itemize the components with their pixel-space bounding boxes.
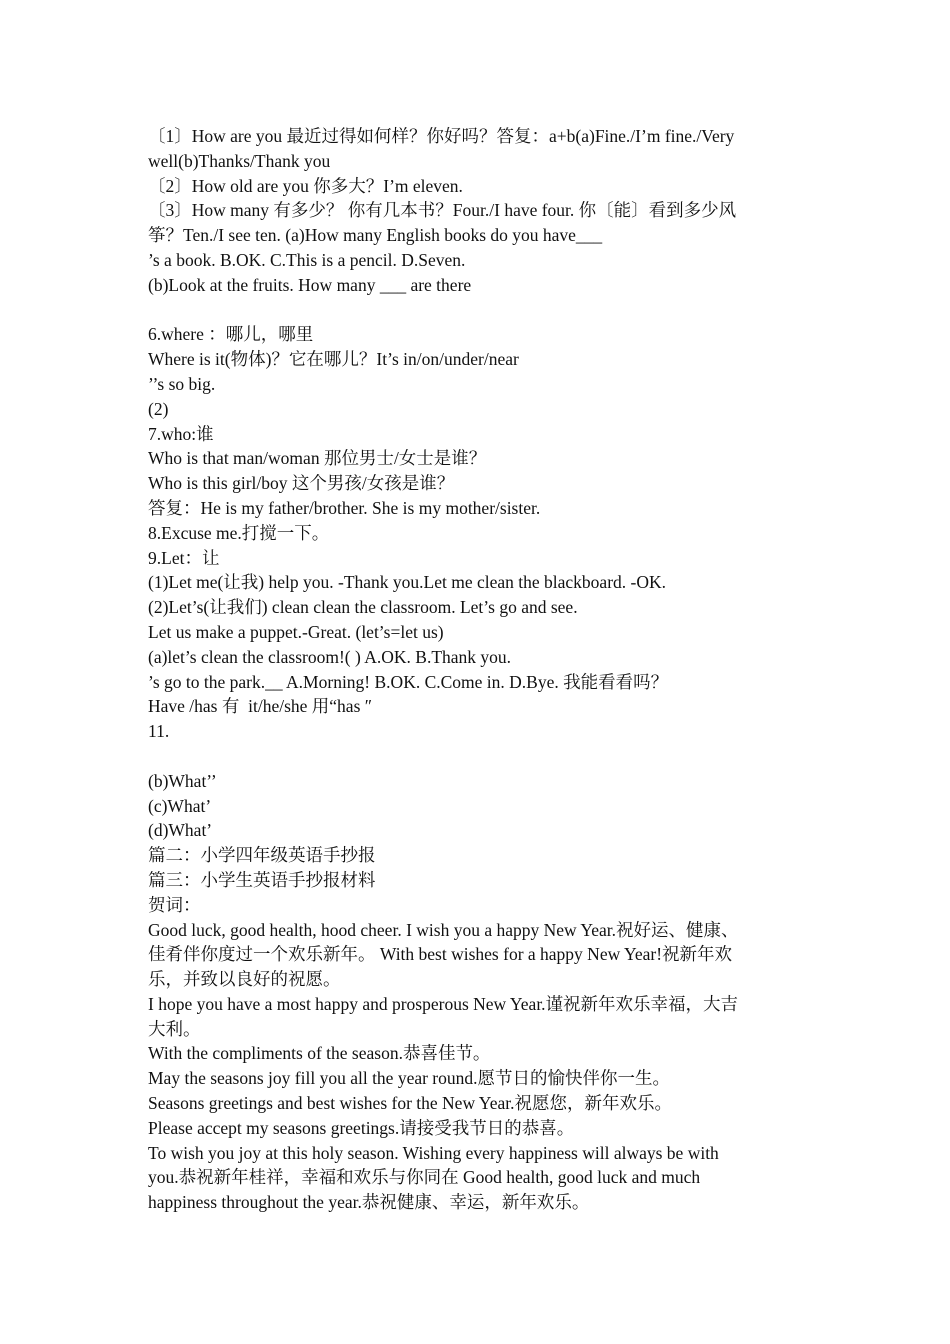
- text-line: 〔1〕How are you 最近过得如何样？你好吗？答复：a+b(a)Fine./I’m fine./Very: [148, 126, 735, 146]
- text-line: [148, 744, 808, 769]
- text-line: ’’s so big.: [148, 373, 216, 394]
- text-line: 〔3〕How many 有多少？ 你有几本书？Four./I have four. 你〔能〕看到多少风: [148, 200, 737, 221]
- text-line: Good luck, good health, hood cheer. I wish you a happy New Year.祝好运、健康、: [148, 919, 739, 940]
- text-line: happiness throughout the year.恭祝健康、幸运，新年欢乐。: [148, 1192, 590, 1213]
- text-line: 筝？Ten./I see ten. (a)How many English books do you have___: [148, 225, 603, 246]
- text-line: 8.Excuse me.打搅一下。: [148, 522, 330, 543]
- text-line: (b)What’’: [148, 770, 217, 791]
- text-line: 篇二：小学四年级英语手抄报: [148, 845, 376, 866]
- text-line: 大利。: [148, 1018, 201, 1039]
- text-line: (2)Let’s(让我们) clean clean the classroom. Let’s go and see.: [148, 597, 578, 618]
- text-line: 乐，并致以良好的祝愿。: [148, 969, 341, 990]
- text-line: Have /has 有 it/he/she 用“has ″: [148, 696, 373, 717]
- text-line: 答复：He is my father/brother. She is my mother/sister.: [148, 497, 541, 518]
- text-line: ’s a book. B.OK. C.This is a pencil. D.Seven.: [148, 249, 466, 270]
- text-line: 佳肴伴你度过一个欢乐新年。 With best wishes for a happy New Year!祝新年欢: [148, 944, 733, 965]
- document-body: [148, 124, 808, 1215]
- text-line: Please accept my seasons greetings.请接受我节日的恭喜。: [148, 1117, 575, 1138]
- text-line: 9.Let：让: [148, 547, 220, 568]
- text-line: 篇三：小学生英语手抄报材料: [148, 869, 376, 890]
- text-line: 〔2〕How old are you 你多大？I’m eleven.: [148, 175, 463, 196]
- text-line: (c)What’: [148, 795, 212, 816]
- text-line: (b)Look at the fruits. How many ___ are there: [148, 274, 472, 295]
- text-line: To wish you joy at this holy season. Wishing every happiness will always be with: [148, 1142, 719, 1163]
- text-line: (d)What’: [148, 820, 213, 841]
- text-line: 贺词：: [148, 894, 201, 915]
- text-line: (2): [148, 398, 169, 419]
- text-line: [148, 298, 808, 323]
- text-line: you.恭祝新年桂祥，幸福和欢乐与你同在 Good health, good luck and much: [148, 1167, 701, 1188]
- text-line: Seasons greetings and best wishes for the New Year.祝愿您，新年欢乐。: [148, 1093, 672, 1114]
- text-line: With the compliments of the season.恭喜佳节。: [148, 1043, 491, 1064]
- text-line: well(b)Thanks/Thank you: [148, 150, 331, 171]
- text-line: 11.: [148, 721, 170, 742]
- text-line: Who is that man/woman 那位男士/女士是谁？: [148, 448, 487, 469]
- text-line: ’s go to the park.__ A.Morning! B.OK. C.Come in. D.Bye. 我能看看吗？: [148, 671, 669, 692]
- text-line: Who is this girl/boy 这个男孩/女孩是谁？: [148, 473, 455, 494]
- text-line: 6.where ：哪儿，哪里: [148, 324, 314, 345]
- text-line: Let us make a puppet.-Great. (let’s=let us): [148, 621, 444, 642]
- text-line: (1)Let me(让我) help you. -Thank you.Let me clean the blackboard. -OK.: [148, 572, 667, 593]
- text-line: Where is it(物体)？它在哪儿？It’s in/on/under/near: [148, 349, 519, 370]
- text-line: I hope you have a most happy and prosperous New Year.谨祝新年欢乐幸福，大吉: [148, 993, 739, 1014]
- text-line: May the seasons joy fill you all the year round.愿节日的愉快伴你一生。: [148, 1068, 671, 1089]
- text-line: 7.who:谁: [148, 423, 214, 444]
- text-line: (a)let’s clean the classroom!( ) A.OK. B.Thank you.: [148, 646, 512, 667]
